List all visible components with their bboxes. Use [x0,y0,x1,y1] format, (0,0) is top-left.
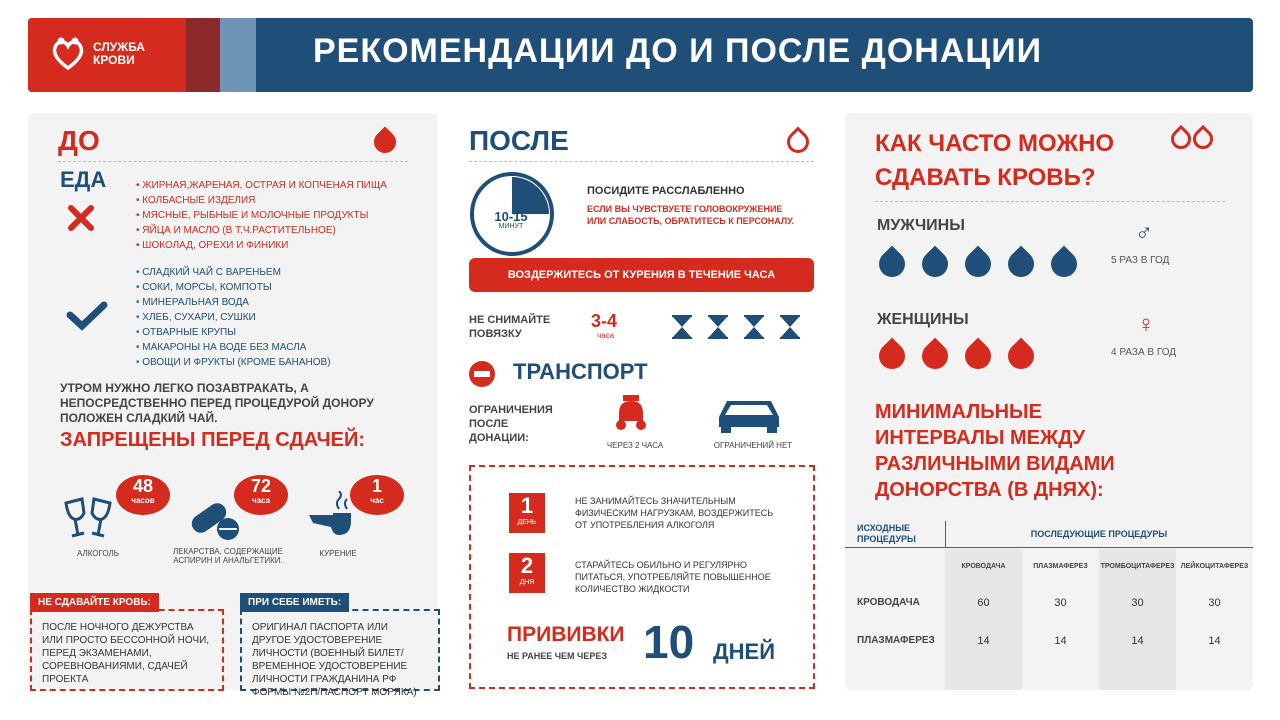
after-panel [455,113,830,690]
blood-drop-icon [917,338,954,375]
logo-line2: КРОВИ [93,53,135,67]
bring-header: ПРИ СЕБЕ ИМЕТЬ: [240,593,349,612]
list-item: • ШОКОЛАД, ОРЕХИ И ФИНИКИ [136,238,387,253]
banner-stripe [186,18,220,92]
transport-title: ТРАНСПОРТ [513,359,648,384]
dont-donate-box [30,609,224,691]
list-item: • МИНЕРАЛЬНАЯ ВОДА [136,295,331,310]
table-column-header: ПЛАЗМАФЕРЕЗ [1033,563,1088,570]
list-item: • СОКИ, МОРСЫ, КОМПОТЫ [136,280,331,295]
blood-drop-icon [917,246,954,283]
before-title: ДО [58,125,100,156]
clock-unit: МИНУТ [498,223,524,230]
cross-icon [66,203,96,233]
day2-icon [509,553,545,593]
badge-unit: часа [251,496,271,505]
interval-title-line: ИНТЕРВАЛЫ МЕЖДУ [875,427,1086,449]
blood-drop-icon [960,246,997,283]
smoking-badge [350,475,404,515]
bandage-value: 3-4 [591,311,618,331]
medicine-caption: ЛЕКАРСТВА, СОДЕРЖАЩИЕ АСПИРИН И АНАЛЬГЕТИКИ. [172,547,284,565]
hourglass-icon [743,315,765,339]
divider [58,161,408,162]
interval-title-line: РАЗЛИЧНЫМИ ВИДАМИ [875,453,1115,475]
logo [28,18,186,92]
page-title: РЕКОМЕНДАЦИИ ДО И ПОСЛЕ ДОНАЦИИ [313,32,1043,70]
banned-title: ЗАПРЕЩЕНЫ ПЕРЕД СДАЧЕЙ: [60,429,366,451]
table-cell: 30 [1054,597,1067,609]
list-item: • МЯСНЫЕ, РЫБНЫЕ И МОЛОЧНЫЕ ПРОДУКТЫ [136,208,387,223]
vaccination-unit: ДНЕЙ [713,639,776,664]
men-label: МУЖЧИНЫ [877,217,965,234]
table-head-next: ПОСЛЕДУЮЩИЕ ПРОЦЕДУРЫ [1030,529,1168,539]
list-item: • ОТВАРНЫЕ КРУПЫ [136,325,331,340]
vaccination-number: 10 [643,616,695,668]
table-cell: 30 [1131,597,1144,609]
table-cell: 14 [1208,635,1221,647]
dont-donate-text: ПОСЛЕ НОЧНОГО ДЕЖУРСТВА ИЛИ ПРОСТО БЕССОННОЙ НОЧИ, ПЕРЕД ЭКЗАМЕНАМИ, СОРЕВНОВАНИЯМИ, СДАЧЕЙ ПРОЕКТА [42,622,210,685]
transport-label: ОГРАНИЧЕНИЯ ПОСЛЕ ДОНАЦИИ: [469,404,553,444]
hourglass-icon [671,315,693,339]
blood-drop-icon [1046,246,1083,283]
blood-drop-icon [960,338,997,375]
smoking-caption: КУРЕНИЕ [319,549,357,558]
day1-icon [509,493,545,533]
list-item: • ХЛЕБ, СУХАРИ, СУШКИ [136,310,331,325]
table-head-source: ИСХОДНЫЕ ПРОЦЕДУРЫ [857,523,916,544]
bandage-unit: часа [597,331,615,340]
banner-stripe [220,18,256,92]
men-frequency: 5 РАЗ В ГОД [1111,255,1170,266]
logo-heart-icon [48,34,88,74]
table-cell: 14 [1131,635,1144,647]
day2-unit: ДНЯ [519,579,535,586]
table-cell: 14 [977,635,990,647]
badge-number: 1 [371,476,382,496]
divider [875,201,1225,202]
bring-text: ОРИГИНАЛ ПАСПОРТА ИЛИ ДРУГОЕ УДОСТОВЕРЕНИЕ ЛИЧНОСТИ (ВОЕННЫЙ БИЛЕТ/ ВРЕМЕННОЕ УДОСТОВЕРЕНИЕ ЛИЧНОСТИ ГРАЖДАНИНА РФ ФОРМЫ №2П/ПАСПОРТ МОРЯКА) [252,622,417,698]
scooter-caption: ЧЕРЕЗ 2 ЧАСА [606,441,664,450]
breakfast-note: УТРОМ НУЖНО ЛЕГКО ПОЗАВТРАКАТЬ, А НЕПОСРЕДСТВЕННО ПЕРЕД ПРОЦЕДУРОЙ ДОНОРУ ПОЛОЖЕН СЛАДКИЙ ЧАЙ. [60,381,374,425]
blood-drop-icon [782,126,813,157]
frequency-title [875,127,1114,195]
interval-title-line: МИНИМАЛЬНЫЕ [875,401,1042,423]
list-item: • МАКАРОНЫ НА ВОДЕ БЕЗ МАСЛА [136,340,331,355]
table-cell: 30 [1208,597,1221,609]
smoking-warning-bar: ВОЗДЕРЖИТЕСЬ ОТ КУРЕНИЯ В ТЕЧЕНИЕ ЧАСА [469,258,814,292]
frequency-title-line: СДАВАТЬ КРОВЬ? [875,164,1096,191]
blood-drop-icon [1003,338,1040,375]
sit-title: ПОСИДИТЕ РАССЛАБЛЕННО [587,185,745,197]
hourglass-icon [779,315,801,339]
vaccination-title: ПРИВИВКИ [507,623,625,646]
day1-unit: ДЕНЬ [517,519,537,526]
before-panel [28,113,438,698]
car-caption: ОГРАНИЧЕНИЙ НЕТ [713,441,793,450]
car-icon [713,395,785,435]
badge-number: 48 [132,476,154,496]
food-title: ЕДА [60,167,107,192]
women-label: ЖЕНЩИНЫ [877,311,969,328]
table-cell: 60 [977,597,990,609]
male-icon: ♂ [1135,219,1153,246]
day2-text: СТАРАЙТЕСЬ ОБИЛЬНО И РЕГУЛЯРНО ПИТАТЬСЯ, УПОТРЕБЛЯЙТЕ ПОВЫШЕННОЕ КОЛИЧЕСТВО ЖИДКОСТИ [575,560,771,594]
frequency-title-line: КАК ЧАСТО МОЖНО [875,130,1115,157]
forbidden-food-list [136,178,387,253]
badge-unit: час [370,496,384,505]
bring-box [240,609,440,698]
wine-glasses-icon [60,493,120,543]
interval-title-line: ДОНОРСТВА (В ДНЯХ): [875,479,1104,501]
allowed-food-list [136,265,331,370]
vaccination-subtitle: НЕ РАНЕЕ ЧЕМ ЧЕРЕЗ [507,651,608,661]
after-title: ПОСЛЕ [469,125,569,156]
clock-value: 10-15 [494,209,528,224]
header-banner [28,18,1253,92]
dont-donate-header: НЕ СДАВАЙТЕ КРОВЬ: [30,593,159,612]
interval-title [875,399,1115,503]
table-cell: 14 [1054,635,1067,647]
divider [469,161,814,162]
medicine-badge [234,475,288,515]
female-icon: ♀ [1137,311,1155,338]
logo-line1: СЛУЖБА [93,40,145,54]
badge-unit: часов [131,496,155,505]
badge-number: 72 [250,476,272,496]
table-row-label: КРОВОДАЧА [857,597,920,608]
blood-drop-icon [1003,246,1040,283]
frequency-panel [845,113,1253,690]
checkmark-icon [66,301,108,331]
table-column-header: ТРОМБОЦИТАФЕРЕЗ [1100,563,1175,570]
table-row-label: ПЛАЗМАФЕРЕЗ [857,635,935,646]
blood-drop-icon [369,126,400,157]
list-item: • ЯЙЦА И МАСЛО (В Т.Ч.РАСТИТЕЛЬНОЕ) [136,223,387,238]
hourglass-icon [707,315,729,339]
list-item: • ОВОЩИ И ФРУКТЫ (КРОМЕ БАНАНОВ) [136,355,331,370]
sit-warning: ЕСЛИ ВЫ ЧУВСТВУЕТЕ ГОЛОВОКРУЖЕНИЕ ИЛИ СЛАБОСТЬ, ОБРАТИТЕСЬ К ПЕРСОНАЛУ. [587,204,795,226]
day2-number: 2 [520,553,534,578]
list-item: • ЖИРНАЯ,ЖАРЕНАЯ, ОСТРАЯ И КОПЧЕНАЯ ПИЩА [136,178,387,193]
scooter-icon [609,393,653,433]
blood-drop-icon [874,338,911,375]
intervals-table [845,517,1253,690]
table-column-header: ЛЕЙКОЦИТАФЕРЕЗ [1180,563,1249,570]
no-entry-icon [467,359,497,389]
alcohol-badge [116,475,170,515]
bandage-text: НЕ СНИМАЙТЕ ПОВЯЗКУ [469,314,551,340]
day1-number: 1 [520,493,534,518]
women-frequency: 4 РАЗА В ГОД [1111,347,1177,358]
list-item: • СЛАДКИЙ ЧАЙ С ВАРЕНЬЕМ [136,265,331,280]
blood-drop-icon [874,246,911,283]
table-column-header: КРОВОДАЧА [961,563,1006,570]
day1-text: НЕ ЗАНИМАЙТЕСЬ ЗНАЧИТЕЛЬНЫМ ФИЗИЧЕСКИМ НАГРУЗКАМ, ВОЗДЕРЖИТЕСЬ ОТ УПОТРЕБЛЕНИЯ АЛКОГОЛЯ [575,496,774,530]
alcohol-caption: АЛКОГОЛЬ [76,549,120,558]
list-item: • КОЛБАСНЫЕ ИЗДЕЛИЯ [136,193,387,208]
